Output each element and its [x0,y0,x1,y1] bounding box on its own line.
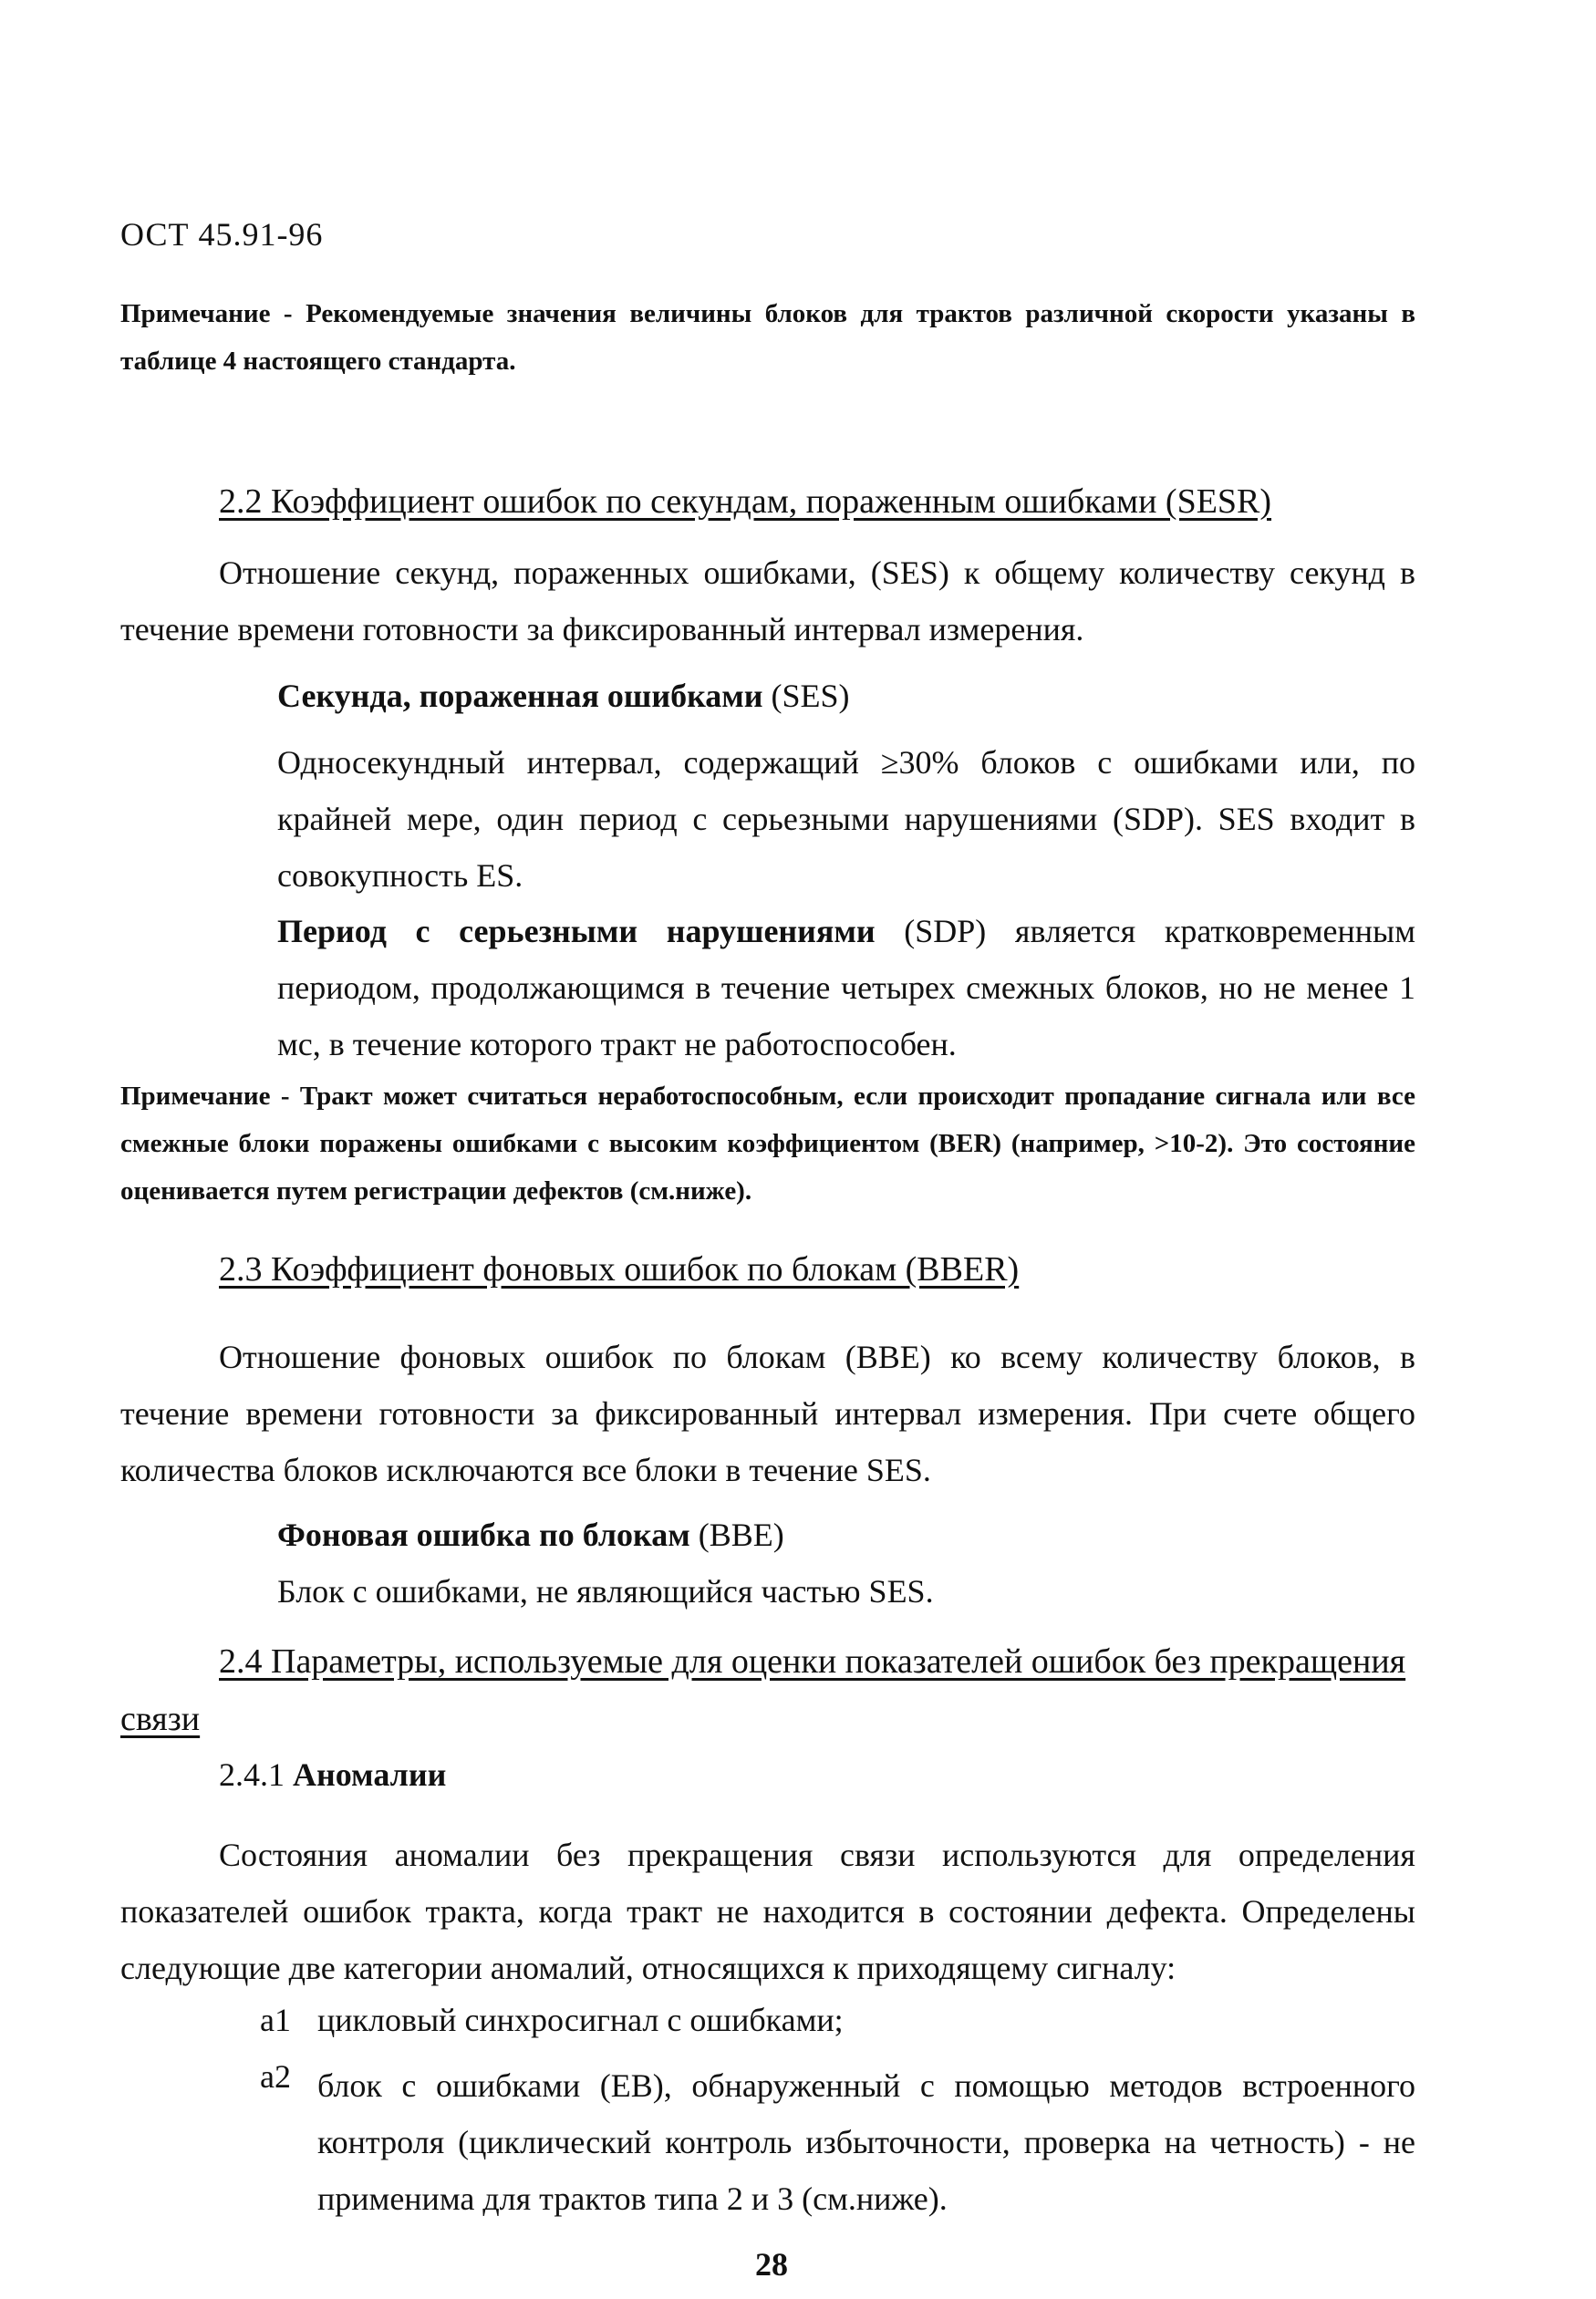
note-sdp: Примечание - Тракт может считаться неработоспособным, если происходит пропадание сигнала или все смежные блоки поражены ошибками с высоким коэффициентом (BER) (например, >10-2). Это состояние оценивается путем регистрации дефектов (см.ниже). [120,1082,1415,1206]
list-item-text: блок с ошибками (EB), обнаруженный с помощью методов встроенного контроля (циклический контроль избыточности, проверка на четность) - не применима для трактов типа 2 и 3 (см.ниже). [317,2067,1415,2217]
heading-2-2-sesr: 2.2 Коэффициент ошибок по секундам, пораженным ошибками (SESR) [219,482,1272,521]
definition-sdp [277,903,1415,1072]
document-code: ОСТ 45.91-96 [120,216,324,253]
heading-2-3-bber: 2.3 Коэффициент фоновых ошибок по блокам (BBER) [219,1250,1020,1289]
subheading-number: 2.4.1 [219,1756,285,1793]
subheading-title: Аномалии [293,1756,447,1793]
list-item-text: цикловый синхросигнал с ошибками; [317,2002,844,2038]
heading-2-4-parameters: 2.4 Параметры, используемые для оценки показателей ошибок без прекращения [219,1642,1406,1681]
term-ses [277,677,850,715]
term-bbe-name: Фоновая ошибка по блокам [277,1517,690,1553]
definition-ses: Односекундный интервал, содержащий ≥30% блоков с ошибками или, по крайней мере, один период с серьезными нарушениями (SDP). SES входит в совокупность ES. [277,744,1415,894]
term-sdp-name: Период с серьезными нарушениями [277,913,876,949]
subheading-2-4-1 [219,1755,446,1794]
heading-2-4-continuation: связи [120,1700,201,1738]
term-ses-name: Секунда, пораженная ошибками [277,678,763,714]
term-ses-abbr: (SES) [771,678,850,714]
list-item-marker: a2 [260,2058,291,2095]
term-bbe-abbr: (BBE) [698,1517,784,1553]
paragraph-anomalies: Состояния аномалии без прекращения связи используются для определения показателей ошибок тракта, когда тракт не находится в состоянии дефекта. Определены следующие две категории аномалий, относящихся к приходящему сигналу: [120,1837,1415,1986]
page-number: 28 [755,2246,788,2283]
paragraph-sesr-definition: Отношение секунд, пораженных ошибками, (SES) к общему количеству секунд в течение времени готовности за фиксированный интервал измерения. [120,554,1415,647]
paragraph-bber-definition: Отношение фоновых ошибок по блокам (BBE) ко всему количеству блоков, в течение времени готовности за фиксированный интервал измерения. При счете общего количества блоков исключаются все блоки в течение SES. [120,1339,1415,1488]
definition-bbe: Блок с ошибками, не являющийся частью SES. [277,1573,934,1610]
term-sdp-text: (SDP) является кратковременным периодом, продолжающимся в течение четырех смежных блоков, но не менее 1 мс, в течение которого тракт не работоспособен. [277,913,1415,1062]
note-block-sizes: Примечание - Рекомендуемые значения величины блоков для трактов различной скорости указаны в таблице 4 настоящего стандарта. [120,299,1415,376]
term-bbe [277,1516,784,1554]
list-item-marker: a1 [260,2002,291,2038]
